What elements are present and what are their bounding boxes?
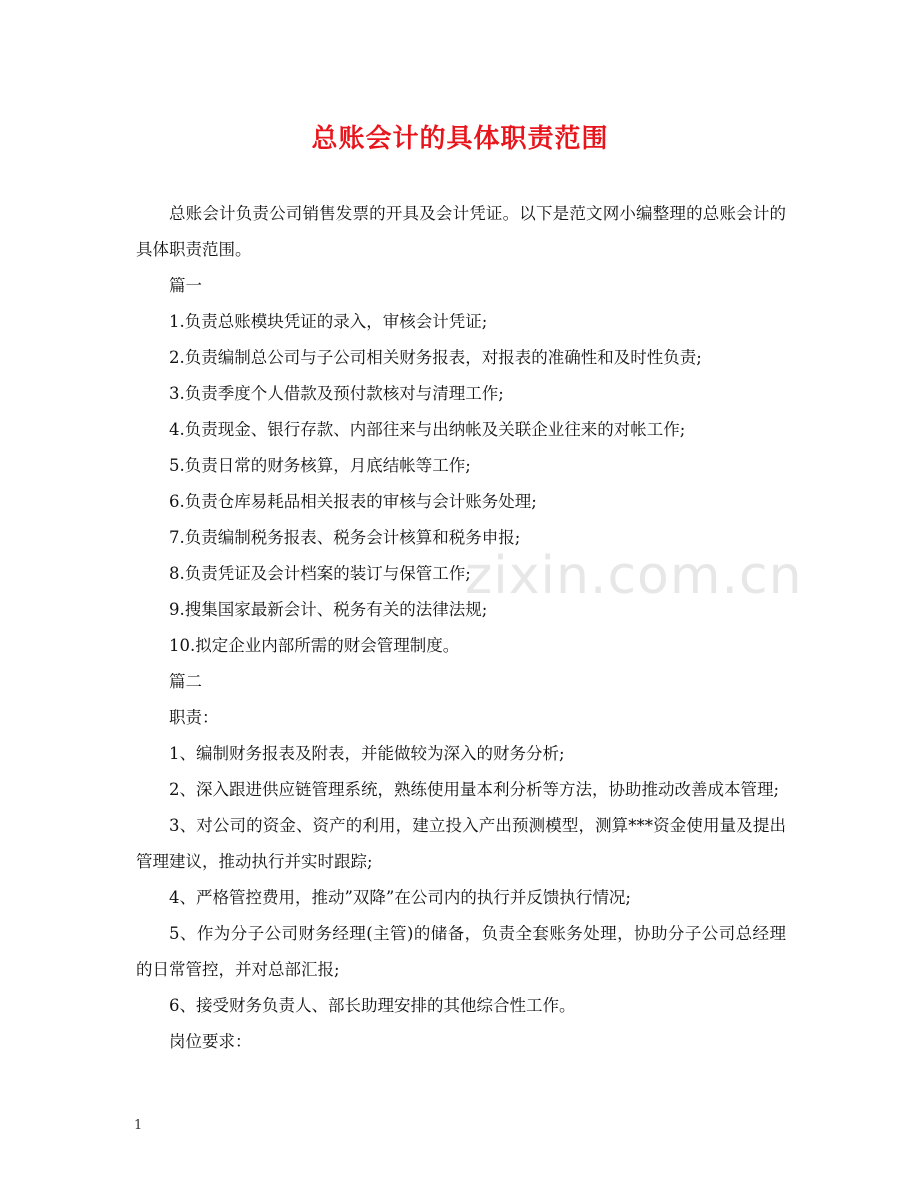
list-item: 4.负责现金、银行存款、内部往来与出纳帐及关联企业往来的对帐工作; bbox=[169, 420, 686, 439]
subheading: 职责： bbox=[169, 708, 219, 727]
list-item: 6.负责仓库易耗品相关报表的审核与会计账务处理; bbox=[169, 492, 537, 511]
subheading: 岗位要求： bbox=[169, 1032, 252, 1051]
list-item: 6、接受财务负责人、部长助理安排的其他综合性工作。 bbox=[169, 996, 576, 1015]
paragraph: 总账会计负责公司销售发票的开具及会计凭证。以下是范文网小编整理的总账会计的具体职责范围。 bbox=[136, 204, 786, 259]
page-number: 1 bbox=[134, 1118, 143, 1133]
section-heading: 篇二 bbox=[169, 672, 202, 691]
list-item: 9.搜集国家最新会计、税务有关的法律法规; bbox=[169, 600, 488, 619]
list-item: 3、对公司的资金、资产的利用，建立投入产出预测模型，测算***资金使用量及提出管理建议，推动执行并实时跟踪; bbox=[136, 816, 786, 871]
section-heading: 篇一 bbox=[169, 276, 202, 295]
list-item: 1.负责总账模块凭证的录入，审核会计凭证; bbox=[169, 312, 488, 331]
list-item: 8.负责凭证及会计档案的装订与保管工作; bbox=[169, 564, 471, 583]
list-item: 10.拟定企业内部所需的财会管理制度。 bbox=[169, 636, 460, 655]
list-item: 2、深入跟进供应链管理系统，熟练使用量本利分析等方法，协助推动改善成本管理; bbox=[169, 780, 780, 799]
list-item: 5、作为分子公司财务经理(主管)的储备，负责全套账务处理，协助分子公司总经理的日常管控，并对总部汇报; bbox=[136, 924, 786, 979]
list-item: 4、严格管控费用，推动”双降”在公司内的执行并反馈执行情况; bbox=[169, 888, 631, 907]
watermark: zixin.com.cn bbox=[465, 546, 803, 606]
document-title: 总账会计的具体职责范围 bbox=[311, 124, 609, 154]
list-item: 3.负责季度个人借款及预付款核对与清理工作; bbox=[169, 384, 504, 403]
document-body bbox=[136, 196, 786, 1060]
list-item: 7.负责编制税务报表、税务会计核算和税务申报; bbox=[169, 528, 521, 547]
list-item: 1、编制财务报表及附表，并能做较为深入的财务分析; bbox=[169, 744, 565, 763]
list-item: 5.负责日常的财务核算，月底结帐等工作; bbox=[169, 456, 471, 475]
list-item: 2.负责编制总公司与子公司相关财务报表，对报表的准确性和及时性负责; bbox=[169, 348, 702, 367]
